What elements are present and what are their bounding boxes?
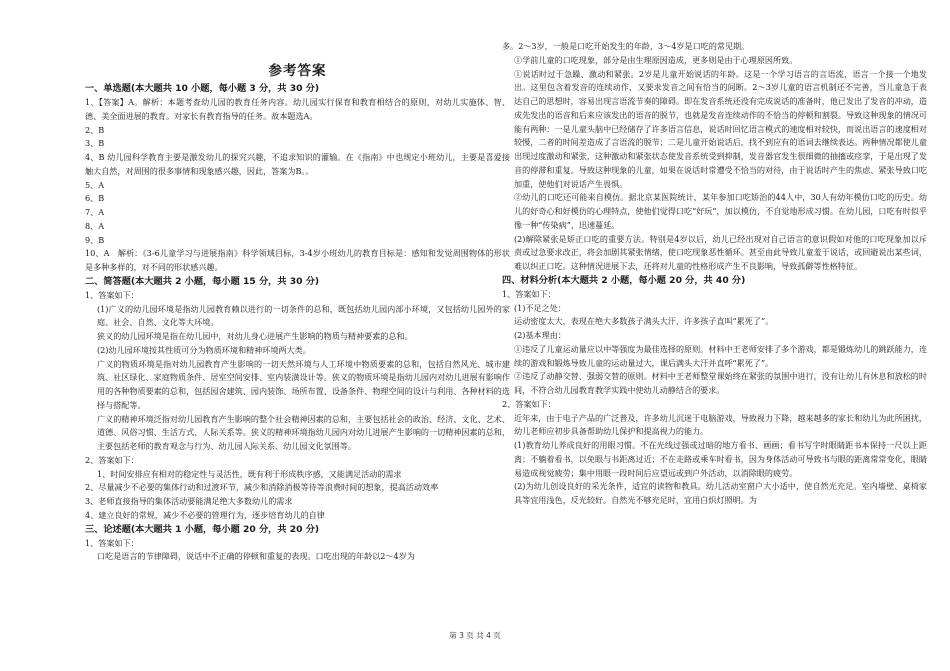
answer-paragraph: (1)教育幼儿养成良好的用眼习惯。不在光线过强或过暗的地方看书、画画；看书写字时眼睛距书本保持一尺以上距离；不躺着看书，以免眼与书距离过近；不在走路或乘车时看书，因为身体活动可导致书与眼的距离常常变化，眼睛易造成视觉疲劳；集中用眼一段时间后应望远或到户外活动，以消除眼的疲劳。: [514, 440, 927, 478]
answer-paragraph: 5、A: [85, 179, 105, 190]
answer-paragraph: (2)为幼儿创设良好的采光条件，适宜的读物和教具。幼儿活动室窗户大小适中，使自然光充足。室内墙壁、桌椅家具等宜用浅色，反光较好。自然光不够充足时，宜用白炽灯照明。为: [514, 481, 927, 505]
answer-paragraph: ①说话时过于急躁、激动和紧张。2岁是儿童开始说话的年龄。这是一个学习语言的言语流，语言一个接一个地发出。这里包含着发音的连续动作，又要求发音之间有恰当的间断。2～3岁儿童的语言机制还不完善，当儿童急于表达自己的思想时，容易出现言语流节奏的障碍。即在发音系统还没有完成说话的准备时，他已发出了发音的冲动，造成先发出的语音和后来应该发出的语音的脱节，也就是发音连续动作的不恰当的停顿和割裂。导致这种现象的情况可能有两种：一是儿童头脑中已经储存了许多语言信息，说话时回忆语言模式的速度相对较快，而说出语言的速度相对较慢，二者的时间差造成了言语流的脱节；二是儿童开始说话后，找不到应有的语词去继续表达。两种情况都使儿童出现过度激动和紧张，这种激动和紧张状态使发音系统受到抑制，发音器官发生很细微的抽搐或痉挛，于是出现了发音的停滞和重复。导致这种现象的儿童，如果在说话时常遭受不恰当的对待，由于说话时产生的焦虑、紧张导致口吃加重，使他们对说话产生畏惧。: [514, 68, 927, 189]
right-column: [502, 40, 927, 508]
answer-paragraph: 2、答案如下：: [502, 398, 556, 409]
answer-paragraph: 3、老师直接指导的集体活动要能满足绝大多数幼儿的需求: [85, 496, 293, 506]
answer-paragraph: 1、【答案】A。解析：本题考查幼儿园的教育任务内容。幼儿园实行保育和教育相结合的原则，对幼儿实施体、智、德、美全面进展的教育。对家长有教育指导的任务。故本题选A。: [85, 97, 510, 121]
left-column: [85, 38, 510, 564]
answer-paragraph: ①违反了儿童运动量应以中等强度为最佳选择的原则。材料中王老师安排了多个游戏，都是锻炼幼儿的跳跃能力，连续的游戏和锻炼导致儿童的运动量过大，课后满头大汗并直呼“累死了”。: [514, 343, 927, 368]
answer-paragraph: 运动密度太大，表现在绝大多数孩子满头大汗，许多孩子直叫“累死了”。: [514, 316, 774, 327]
answer-paragraph: 3、B: [85, 138, 105, 149]
answer-paragraph: 2、B: [85, 124, 105, 135]
answer-paragraph: 狭义的幼儿园环境是指在幼儿园中，对幼儿身心进展产生影响的物质与精神要素的总和。: [97, 331, 413, 341]
answer-paragraph: ②违反了动静交替、强弱交替的原则。材料中王老师整堂课始终在紧张的氛围中进行，没有让幼儿有休息和放松的时间，不符合幼儿园教育教学实践中使幼儿动静结合的要求。: [514, 371, 927, 395]
answer-paragraph: 6、B: [85, 193, 105, 204]
answer-paragraph: 2、尽量减少不必要的集体行动和过渡环节，减少和消除消极等待等浪费时间的想象，提高活动效率: [85, 482, 439, 493]
answer-paragraph: (1)不足之处：: [514, 302, 566, 313]
answer-paragraph: 1、答案如下：: [502, 288, 556, 299]
page-title: 参考答案: [268, 63, 327, 79]
section-heading: 一、单选题(本大题共 10 小题，每小题 3 分，共 30 分): [85, 83, 320, 94]
answer-paragraph: 多。2～3岁，一般是口吃开始发生的年龄，3～4岁是口吃的常见期。: [502, 41, 750, 51]
answer-paragraph: 7、A: [85, 207, 105, 217]
section-heading: 三、论述题(本大题共 1 小题，每小题 20 分，共 20 分): [85, 523, 320, 535]
right-column-body: [502, 40, 927, 508]
answer-paragraph: 1、答案如下：: [85, 289, 139, 300]
answer-paragraph: (2)基本理由：: [514, 330, 566, 340]
answer-paragraph: 4、建立良好的常规，减少不必要的管理行为，逐步培育幼儿的自律: [85, 509, 325, 520]
page-footer: 第 3 页 共 4 页: [449, 631, 501, 640]
answer-paragraph: 2、答案如下：: [85, 454, 139, 465]
section-heading: 二、简答题(本大题共 2 小题，每小题 15 分，共 30 分): [85, 275, 320, 287]
section-heading: 四、材料分析(本大题共 2 小题，每小题 20 分，共 40 分): [502, 274, 746, 286]
answer-paragraph: 广义的精神环境泛指对幼儿园教育产生影响的整个社会精神因素的总和，主要包括社会的政治、经济、文化、艺术、道德、风俗习惯、生活方式、人际关系等。狭义的精神环境指幼儿园内对幼儿进展产生影响的一切精神因素的总和，主要包括老师的教育观念与行为、幼儿园人际关系、幼儿园文化氛围等。: [97, 413, 510, 451]
answer-paragraph: 4、B 幼儿园科学教育主要是激发幼儿的探究兴趣，不追求知识的灌输。在《指南》中也规定小班幼儿，主要是喜爱接触大自然，对周围的很多事情和现象感兴趣，因此，答案为B。。: [85, 152, 510, 176]
left-column-body: [85, 82, 510, 564]
answer-paragraph: ②幼儿的口吃还可能来自模仿。据北京某医院统计，某年参加口吃矫治的44人中，30人有幼年模仿口吃的历史。幼儿的好奇心和好模仿的心理特点，使他们觉得口吃“好玩”，加以模仿，不自觉地形成习惯。在幼儿园，口吃有时似乎像一种“传染病”，迅速蔓延。: [514, 192, 927, 230]
answer-paragraph: 1、答案如下：: [85, 537, 139, 548]
answer-paragraph: (2)解除紧张是矫正口吃的重要方法。特别是4岁以后，幼儿已经出现对自己语言的意识假如对他的口吃现象加以斥责或过急要求改正，将会加剧其紧张情绪，使口吃现象恶性循环。甚至由此导致儿童羞于说话，或回避说出某些词，难以纠正口吃。这种情况进展下去，还将对儿童的性格形成产生不良影响，导致孤僻等性格特征。: [514, 233, 927, 271]
answer-paragraph: 广义的物质环境是指对幼儿园教育产生影响的一切天然环境与人工环境中物质要素的总和，包括自然风光、城市建筑、社区绿化、家庭物质条件、居室空间安排、室内装潢设计等。狭义的物质环境是指幼儿园内对幼儿进展有影响作用的各种物质要素的总和，包括园舍建筑、园内装饰、场所布置、设备条件、物理空间的设计与利用、各种材料的选择与搭配等。: [97, 358, 510, 410]
answer-paragraph: 8、A: [85, 220, 105, 231]
answer-paragraph: (2)幼儿园环境按其性质可分为物质环境和精神环境两大类。: [97, 344, 311, 355]
answer-paragraph: 9、B: [85, 234, 105, 245]
answer-paragraph: 口吃是语言的节律障碍，说话中不正确的停顿和重复的表现。口吃出现的年龄以2～4岁为: [97, 551, 415, 562]
answer-paragraph: 1、时间安排应有相对的稳定性与灵活性，既有利于形成秩序感，又能满足活动的需求: [97, 468, 402, 479]
answer-paragraph: 10、A 解析：《3-6儿童学习与进展指南》科学领域目标，3-4岁小班幼儿的教育目标是：感知和发觉周围物体的形状是多种多样的，对不同的形状感兴趣。: [85, 248, 510, 272]
answer-paragraph: ①学前儿童的口吃现象，部分是由生理原因造成，更多则是由于心理原因所致。: [514, 54, 798, 65]
answer-paragraph: (1)广义的幼儿园环境是指幼儿园教育赖以进行的一切条件的总和，既包括幼儿园内部小环境，又包括幼儿园外的家庭、社会、自然、文化等大环境。: [97, 303, 510, 328]
answer-paragraph: 近年来，由于电子产品的广泛普及，许多幼儿沉迷于电脑游戏，导致视力下降，越来越多的家长和幼儿为此所困扰，幼儿老师应初步具备帮助幼儿保护和提高视力的能力。: [514, 412, 927, 437]
